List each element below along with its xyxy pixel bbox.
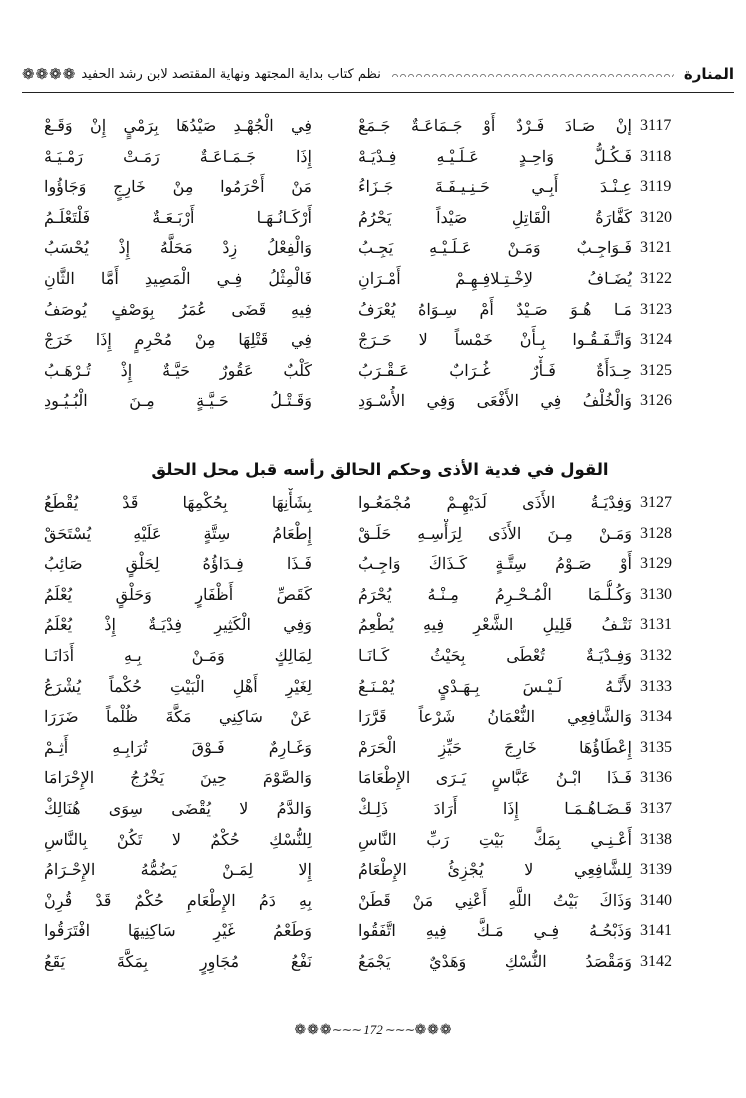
verse-first-hemistich: وَفِدْيَـةُ الأَذَى لَدَيْهِـمْ مُجْمَعُـوا (358, 493, 632, 512)
ornament-icon: ❁ (414, 1022, 427, 1038)
verse-first-hemistich: وَالشَّافِعِي النُّعْمَانُ شَرْعاً قَرَّرَا (358, 707, 632, 727)
verse-row (22, 580, 726, 611)
verse-first-hemistich: نَتْـفُ قَلِيلِ الشَّعْرِ فِيهِ يُطْعِمُ (358, 615, 632, 635)
header-ornaments (22, 64, 76, 83)
verse-second-hemistich: كَقَصِّ أَظْفَارٍ وَحَلْقٍ يُعْلَمُ (44, 584, 312, 604)
verse-second-hemistich: وَالدَّمُ لا يُقْضَى سِوَى هُنَالِكْ (44, 798, 312, 818)
ornament-icon: ❁ (439, 1022, 452, 1038)
verse-number: 3140 (640, 891, 672, 909)
verse-first-hemistich: وَمَـنْ مِـنَ الأَذَى لِرَأْسِـهِ حَلَـقْ (358, 523, 632, 543)
verse-row (22, 947, 726, 978)
verse-first-hemistich: وَذَبْحُـهُ فِـي مَـكَّ فِيهِ اتَّفَقُوا (358, 921, 632, 941)
verse-second-hemistich: وَالْفِعْلُ زِدْ مَحَلَّهُ إِذْ يُحْسَبُ (44, 238, 312, 258)
verse-first-hemistich: يُضَـافُ لاِخْـتِـلافِـهِـمْ أَمْـرَانِ (358, 268, 632, 288)
verse-second-hemistich: فِي الْجُهْـدِ صَيْدُهَا بِرَمْيٍ إِنْ وَقَـعْ (44, 116, 312, 135)
verse-row (22, 172, 726, 203)
verse-row (22, 733, 726, 764)
verse-number: 3122 (640, 269, 672, 287)
verse-row (22, 641, 726, 672)
verse-number: 3119 (640, 178, 672, 196)
verse-first-hemistich: وَذَاكَ بَيْتُ اللَّهِ أَعْنِي مَنْ قَطَنْ (358, 890, 632, 910)
verse-first-hemistich: وَالْخُلْفُ فِي الأَفْعَى وَفِي الأُسْـوَدِ (358, 391, 632, 411)
verse-row (22, 763, 726, 794)
ornament-icon: ❁ (307, 1022, 319, 1038)
book-title: نظم كتاب بداية المجتهد ونهاية المقتصد لابن رشد الحفيد (81, 66, 381, 82)
verse-number: 3135 (640, 738, 672, 756)
verse-first-hemistich: فَـكُـلُّ وَاحِـدٍ عَـلَـيْـهِ فِـدْيَـهْ (358, 146, 632, 166)
verse-second-hemistich: بِهِ دَمُ الإِطْعَامِ حُكْمٌ قَدْ قُرِنْ (44, 890, 312, 910)
verse-row (22, 794, 726, 825)
verse-number: 3132 (640, 646, 672, 664)
ornament-icon: ❁ (427, 1022, 439, 1038)
verse-number: 3136 (640, 769, 672, 787)
footer-ornaments-left (294, 1022, 331, 1038)
verse-row (22, 488, 726, 519)
verse-second-hemistich: فِيهِ قَضَى عُمَرُ بِوَصْفٍ يُوصَفُ (44, 299, 312, 319)
verse-second-hemistich: إِطْعَامُ سِتَّةٍ عَلَيْهِ يُسْتَحَقْ (44, 523, 312, 543)
verse-row (22, 295, 726, 326)
verse-first-hemistich: وَفِـدْيَـةٌ تُعْطَى بِحَيْثُ كَـانَـا (358, 645, 632, 665)
footer-tilde-left: ~~~ (331, 1022, 362, 1038)
verse-row (22, 264, 726, 295)
verse-first-hemistich: وَكُـلُّـمَا الْمُـحْـرِمُ مِـنْـهُ يُحْرَمُ (358, 584, 632, 604)
page-footer (0, 1018, 746, 1042)
verse-second-hemistich: لِلنُّسْكِ حُكْمٌ لا تَكُنْ بِالنَّاسِ (44, 829, 312, 849)
verse-second-hemistich: فَالْمِثْلُ فِـي الْمَصِيدِ أَمَّا الثَّانِ (44, 268, 312, 288)
verse-first-hemistich: حِـدَأَةٌ فَـأْرٌ غُـرَابٌ عَـقْـرَبُ (358, 360, 632, 380)
ornament-icon: ❁ (22, 64, 35, 83)
verse-row (22, 549, 726, 580)
verse-second-hemistich: وَفِي الْكَثِيرِ فِدْيَـةٌ إِذْ يُعْلَمُ (44, 615, 312, 635)
verses-top (22, 111, 726, 417)
footer-ornaments-right (414, 1022, 451, 1038)
verse-number: 3138 (640, 830, 672, 848)
ornament-icon: ❁ (294, 1022, 307, 1038)
verse-second-hemistich: أَرْكَـانُـهَـا أَرْبَـعَـةٌ فَلْتَعْلَـمُ (44, 207, 312, 227)
verse-number: 3131 (640, 616, 672, 634)
verse-number: 3134 (640, 708, 672, 726)
verse-second-hemistich: عَنْ سَاكِنِي مَكَّةَ ظُلْماً ضَرَرَا (44, 707, 312, 727)
verse-number: 3117 (640, 117, 672, 134)
verse-first-hemistich: لأَنَّـهُ لَـيْـسَ بِـهَـدْيٍ يُمْـنَـعُ (358, 676, 632, 696)
verse-number: 3133 (640, 677, 672, 695)
ornament-icon: ❁ (62, 64, 76, 83)
verse-first-hemistich: وَاتَّـفَـقُـوا بِـأَنْ خَمْساً لا حَـرَجْ (358, 330, 632, 350)
ornament-icon: ❁ (49, 64, 62, 83)
verse-row (22, 356, 726, 387)
verse-number: 3118 (640, 147, 672, 165)
verse-row (22, 519, 726, 550)
verse-first-hemistich: قَـضَـاهُـمَـا إِذَا أَرَادَ ذَلِـكْ (358, 798, 632, 818)
verse-second-hemistich: إِلا لِمَـنْ يَضُمُّهُ الإِحْـرَامُ (44, 860, 312, 880)
page-number: 172 (363, 1022, 383, 1037)
verse-row (22, 916, 726, 947)
verse-number: 3129 (640, 555, 672, 573)
footer-tilde-right: ~~~ (384, 1022, 415, 1038)
verse-second-hemistich: وَغَـارِمٌ فَـوْقَ تُرَابِـهِ أَثِـمْ (44, 737, 312, 757)
verse-second-hemistich: بِشَأْنِهَا بِحُكْمِهَا قَدْ يُقْطَعُ (44, 493, 312, 512)
ornament-icon: ❁ (35, 64, 49, 83)
verse-number: 3141 (640, 922, 672, 940)
verse-number: 3130 (640, 585, 672, 603)
verse-second-hemistich: لِمَالِكٍ وَمَـنْ بِـهِ أَدَانَـا (44, 645, 312, 665)
verse-row (22, 702, 726, 733)
verse-second-hemistich: وَطَعْمُ غَيْرِ سَاكِنِيهَا افْتَرَقُوا (44, 921, 312, 941)
verse-number: 3128 (640, 524, 672, 542)
verse-second-hemistich: كَلْبٌ عَقُورٌ حَيَّـةٌ إِذْ تُـرْهَـبُ (44, 360, 312, 380)
verse-row (22, 886, 726, 917)
verse-number: 3124 (640, 331, 672, 349)
verse-row (22, 325, 726, 356)
verse-first-hemistich: كَفَّارَةُ الْقَاتِلِ صَيْداً يَحْرُمُ (358, 207, 632, 227)
verse-row (22, 610, 726, 641)
wave-divider (391, 71, 674, 77)
ornament-icon: ❁ (319, 1022, 332, 1038)
verse-first-hemistich: لِلشَّافِعِي لا يُجْزِئُ الإِطْعَامُ (358, 860, 632, 880)
verse-second-hemistich: مَنْ أَحْرَمُوا مِنْ خَارِجٍ وَجَاؤُوا (44, 177, 312, 197)
verse-first-hemistich: إِعْطَاؤُهَا خَارِجَ حَيِّزِ الْحَرَمْ (358, 737, 632, 757)
verse-number: 3127 (640, 494, 672, 511)
verse-first-hemistich: فَـوَاجِـبٌ وَمَـنْ عَـلَـيْـهِ يَجِـبُ (358, 238, 632, 258)
header-rule (22, 92, 734, 93)
verse-number: 3123 (640, 300, 672, 318)
verse-first-hemistich: وَمَقْصَدُ النُّسْكِ وَهَدْيٌ يَجْمَعُ (358, 951, 632, 971)
verse-second-hemistich: فِي قَتْلِهَا مِنْ مُحْرِمٍ إِذَا خَرَجْ (44, 330, 312, 350)
page-header (22, 56, 734, 92)
verses-bottom (22, 488, 726, 978)
verse-second-hemistich: وَقَـتْـلُ حَـيَّـةٍ مِـنَ الْبُـيُـودِ (44, 391, 312, 411)
verse-first-hemistich: مَـا هُـوَ صَـيْدٌ أَمْ سِـوَاهُ يُعْرَفُ (358, 299, 632, 319)
verse-second-hemistich: وَالصَّوْمَ حِينَ يَخْرُجُ الإِحْرَامَا (44, 768, 312, 788)
verse-second-hemistich: فَـذَا فِـدَاؤُهُ لِحَلْقٍ صَائِبُ (44, 554, 312, 574)
journal-name: المنارة (683, 65, 734, 83)
verse-first-hemistich: أَوْ صَـوْمُ سِتَّـةٍ كَـذَاكَ وَاجِـبُ (358, 554, 632, 574)
verse-number: 3125 (640, 361, 672, 379)
verse-row (22, 111, 726, 142)
verse-first-hemistich: عِـنْـدَ أَبِـي حَـنِـيـفَـةَ جَـزَاءُ (358, 177, 632, 197)
verse-row (22, 386, 726, 417)
verse-number: 3142 (640, 952, 672, 970)
verse-number: 3139 (640, 861, 672, 879)
verse-second-hemistich: نَفْعُ مُجَاوِرٍ بِمَكَّةَ يَقَعُ (44, 951, 312, 971)
verse-second-hemistich: لِغَيْرِ أَهْلِ الْبَيْتِ حُكْماً يُشْرَعُ (44, 676, 312, 696)
verse-row (22, 855, 726, 886)
verse-row (22, 142, 726, 173)
verse-number: 3120 (640, 208, 672, 226)
verse-row (22, 825, 726, 856)
section-heading: القول في فدية الأذى وحكم الحالق رأسه قبل محل الحلق (151, 460, 609, 479)
verse-first-hemistich: أَعْـنِـي بِمَكَّ بَيْتِ رَبِّ النَّاسِ (358, 829, 632, 849)
verse-row (22, 233, 726, 264)
verse-first-hemistich: فَـذَا ابْـنُ عَبَّاسٍ يَـرَى الإِطْعَامَا (358, 768, 632, 788)
verse-number: 3126 (640, 392, 672, 410)
verse-first-hemistich: إنْ صَـادَ فَـرْدٌ أَوْ جَـمَاعَـةٌ جَـمَعْ (358, 116, 632, 135)
verse-number: 3137 (640, 799, 672, 817)
verse-row (22, 672, 726, 703)
verse-second-hemistich: إِذَا جَـمَـاعَـةٌ رَمَـتْ رَمْـيَـهْ (44, 146, 312, 166)
verse-row (22, 203, 726, 234)
verse-number: 3121 (640, 239, 672, 257)
